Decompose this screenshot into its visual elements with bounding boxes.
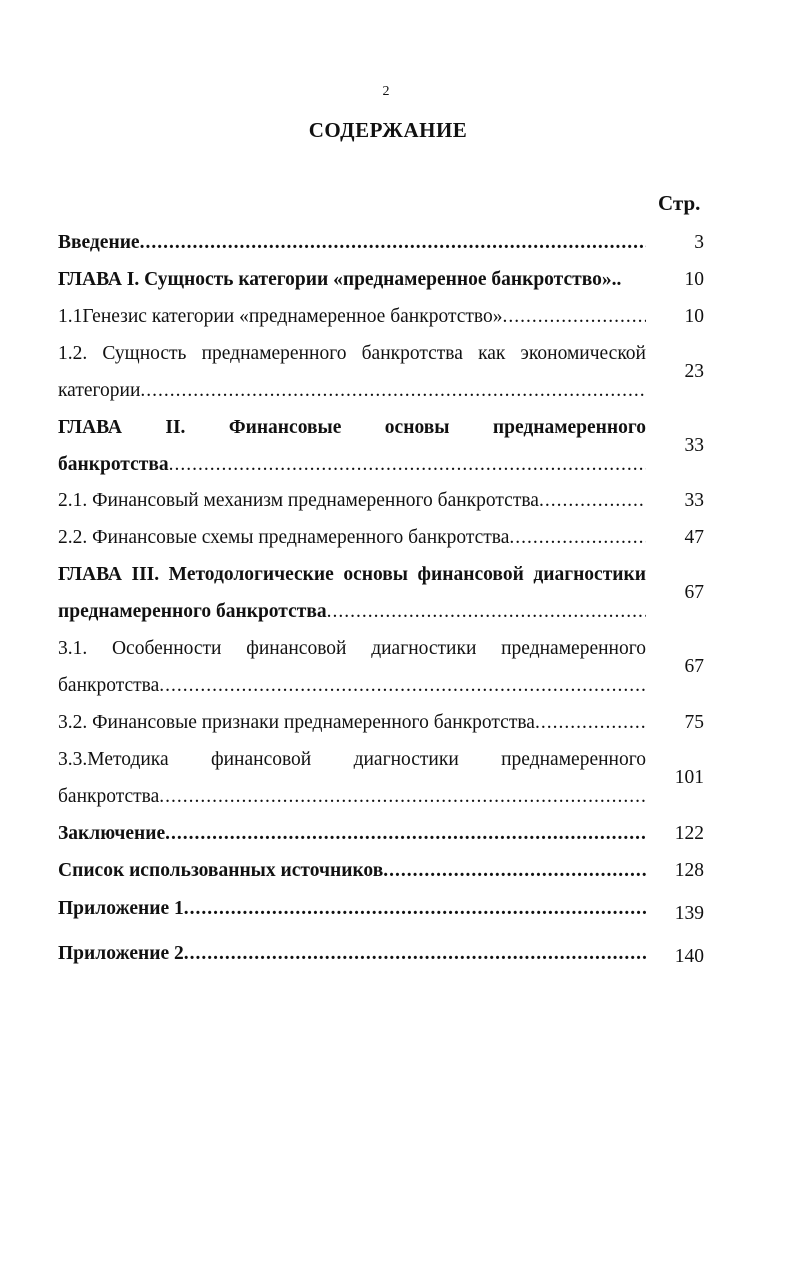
toc-entry-title: Список использованных источников	[58, 860, 384, 881]
toc-entry-page: 67	[684, 656, 704, 677]
toc-entry-title-line-2: категории	[58, 380, 141, 401]
toc-entry-section-1-2[interactable]	[58, 335, 704, 409]
toc-entry-section-1-1[interactable]	[58, 298, 704, 335]
toc-entry-page: 3	[694, 232, 704, 253]
toc-entry-section-3-3[interactable]	[58, 741, 704, 815]
toc-entry-appendix-2[interactable]	[58, 935, 704, 972]
toc-entry-page: 10	[684, 306, 704, 327]
toc-entry-title: 1.1Генезис категории «преднамеренное банкротство»	[58, 306, 503, 327]
toc-entry-page: 47	[684, 527, 704, 548]
toc-entry-introduction[interactable]	[58, 224, 704, 261]
toc-entry-title: Введение	[58, 232, 140, 253]
toc-entry-conclusion[interactable]	[58, 815, 704, 852]
toc-entry-title-line-1: ГЛАВА II. Финансовые основы преднамеренного	[58, 417, 646, 438]
toc-entry-title-line-2: банкротства	[58, 675, 160, 696]
toc-entry-title: Приложение 2	[58, 943, 184, 964]
toc-entry-chapter-3[interactable]	[58, 556, 704, 630]
page-column-header: Стр.	[658, 191, 701, 215]
toc-entry-page: 122	[674, 823, 704, 844]
toc-entry-title-line-1: ГЛАВА III. Методологические основы финансовой диагностики	[58, 564, 646, 585]
toc-entry-section-2-1[interactable]	[58, 482, 704, 519]
toc-entry-title: 2.1. Финансовый механизм преднамеренного банкротства	[58, 490, 539, 511]
toc-entry-page: 33	[684, 490, 704, 511]
toc-entry-title-line-2: банкротства	[58, 454, 169, 475]
toc-entry-title-line-2: банкротства	[58, 786, 160, 807]
toc-entry-chapter-1[interactable]	[58, 261, 704, 298]
toc-entry-page: 33	[684, 435, 704, 456]
toc-entry-page: 140	[674, 946, 704, 967]
toc-entry-section-3-2[interactable]	[58, 704, 704, 741]
toc-entry-title-line-1: 1.2. Сущность преднамеренного банкротства как экономической	[58, 343, 646, 364]
toc-entry-title-line-1: 3.1. Особенности финансовой диагностики преднамеренного	[58, 638, 646, 659]
toc-entry-page: 139	[674, 903, 704, 924]
toc-entry-title-line-2: преднамеренного банкротства	[58, 601, 327, 622]
toc-entry-references[interactable]	[58, 852, 704, 889]
toc-entry-chapter-2[interactable]	[58, 409, 704, 483]
toc-entry-title: 3.2. Финансовые признаки преднамеренного банкротства	[58, 712, 535, 733]
toc-entry-title: ГЛАВА I. Сущность категории «преднамеренное банкротство»..	[58, 269, 622, 290]
toc-entry-title: 2.2. Финансовые схемы преднамеренного банкротства	[58, 527, 510, 548]
toc-entry-page: 23	[684, 361, 704, 382]
toc-entry-page: 128	[674, 860, 704, 881]
toc-entry-section-2-2[interactable]	[58, 519, 704, 556]
toc-entry-section-3-1[interactable]	[58, 630, 704, 704]
toc-entry-page: 67	[684, 582, 704, 603]
page-title: СОДЕРЖАНИЕ	[308, 118, 468, 142]
toc-entry-title-line-1: 3.3.Методика финансовой диагностики преднамеренного	[58, 749, 646, 770]
toc-entry-page: 75	[684, 712, 704, 733]
toc-entry-page: 10	[684, 269, 704, 290]
toc-entry-title: Приложение 1	[58, 898, 184, 919]
toc-entry-page: 101	[674, 767, 704, 788]
page-number: 2	[382, 84, 390, 99]
toc-entry-appendix-1[interactable]	[58, 890, 704, 927]
toc-entry-title: Заключение	[58, 823, 166, 844]
